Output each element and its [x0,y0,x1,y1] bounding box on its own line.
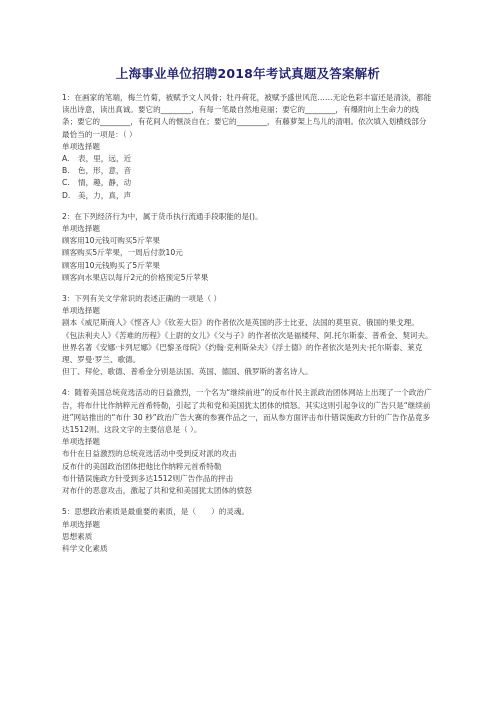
answer-option [62,317,434,329]
question-type: 单项选择题 [62,519,100,529]
option-text: 顾客用10元钱可购买5斤苹果 [62,236,161,246]
question-list [62,92,434,555]
option-text: 情，趣，静，动 [78,178,132,188]
answer-option [62,366,434,378]
question-block [62,506,434,555]
option-text: 反布什的美国政治团体把他比作纳粹元首希特勒 [62,461,222,471]
option-text: 顾客向水果店以每斤2元的价格预定5斤苹果 [62,272,209,282]
answer-option [62,330,434,342]
option-text: 《包法利夫人》《苦难的历程》《上尉的女儿》《父与子》的作者依次是福楼拜、阿.托尔斯泰、普希金、契诃夫。 [62,330,433,340]
option-text: 对布什的恶意攻击，激起了共和党和美国犹太团体的愤怒 [62,486,252,496]
question-block [62,211,434,284]
question-stem: 5：思想政治素质是最重要的素质，是（ ）的灵魂。 [62,507,250,517]
option-text: 表，里，远，近 [78,154,132,164]
option-text: 布什错误施政方针受到多达1512则广告作品的抨击 [62,473,234,483]
option-text: 顾客购买5斤苹果，一周后付款10元 [62,248,183,258]
option-text: 思想素质 [62,531,93,541]
answer-option [62,177,434,189]
question-block [62,387,434,497]
option-text: 世界名著《安娜·卡列尼娜》《巴黎圣母院》《约翰·克利斯朵夫》《浮士德》的作者依次是列夫·托尔斯泰、莱克理、罗曼·罗兰、歌德。 [62,342,423,365]
option-letter: C. [62,178,70,188]
answer-option [62,531,434,543]
answer-option [62,461,434,473]
question-block [62,92,434,202]
answer-option [62,247,434,259]
question-type: 单项选择题 [62,141,100,151]
answer-option [62,260,434,272]
option-text: 顾客用10元钱购买了5斤苹果 [62,260,161,270]
option-text: 科学文化素质 [62,543,108,553]
question-stem: 4：随着美国总统竞选活动的日益激烈，一个名为“继续前进”的反布什民主派政治团体网站上出现了一个政治广告，将布什比作纳粹元首希特勒，引起了共和党和美国犹太团体的愤怒。其实这则引起争议的广告只是“继续前进”网站推出的“布什 30 秒”政治广告大赛的参赛作品之一，而从参方面评击布什错误施政方针的广告作品竟多达1512则。这段文字的主要信息是（ ）。 [62,388,432,435]
answer-option [62,272,434,284]
question-type: 单项选择题 [62,437,100,447]
document-title: 上海事业单位招聘2018年考试真题及答案解析 [115,66,381,81]
answer-option [62,165,434,177]
option-text: 但丁、拜伦、歌德、普希金分别是法国、英国、德国、俄罗斯的著名诗人。 [62,367,313,377]
option-text: 色，形，意，音 [78,166,132,176]
option-letter: D. [62,190,71,200]
answer-option [62,485,434,497]
answer-option [62,190,434,202]
answer-option [62,342,434,366]
answer-option [62,473,434,485]
answer-option [62,153,434,165]
question-stem: 1：在画家的笔端，梅兰竹菊，被赋予文人风骨；牡丹荷花，被赋予盛世风范……无论色彩丰富还是清淡，都能读出诗意，读出真诚。要它的________，有每一笔最自然地竞丽；要它的________，有爆附向上生命力的线条；要它的________，有花间人的惬淡自在；要它的________，有藤萝架上鸟儿的清唱。依次填入划横线部分最恰当的一项是：（ ） [62,93,432,139]
question-stem: 2：在下列经济行为中，属于货币执行流通手段职能的是()。 [62,211,263,221]
question-type: 单项选择题 [62,306,100,316]
question-stem: 3：下列有关文学常识的表述正确的一项是（ ） [62,294,222,304]
option-text: 布什在日益激烈的总统竞选活动中受到反对派的攻击 [62,449,237,459]
option-text: 美，力，真，声 [78,190,132,200]
question-type: 单项选择题 [62,224,100,234]
answer-option [62,543,434,555]
answer-option [62,448,434,460]
option-letter: B. [62,166,70,176]
question-block [62,293,434,378]
option-letter: A. [62,154,70,164]
option-text: 剧本《威尼斯商人》《悭吝人》《钦差大臣》的作者依次是英国的莎士比亚、法国的莫里哀、俄国的果戈理。 [62,318,419,328]
answer-option [62,235,434,247]
